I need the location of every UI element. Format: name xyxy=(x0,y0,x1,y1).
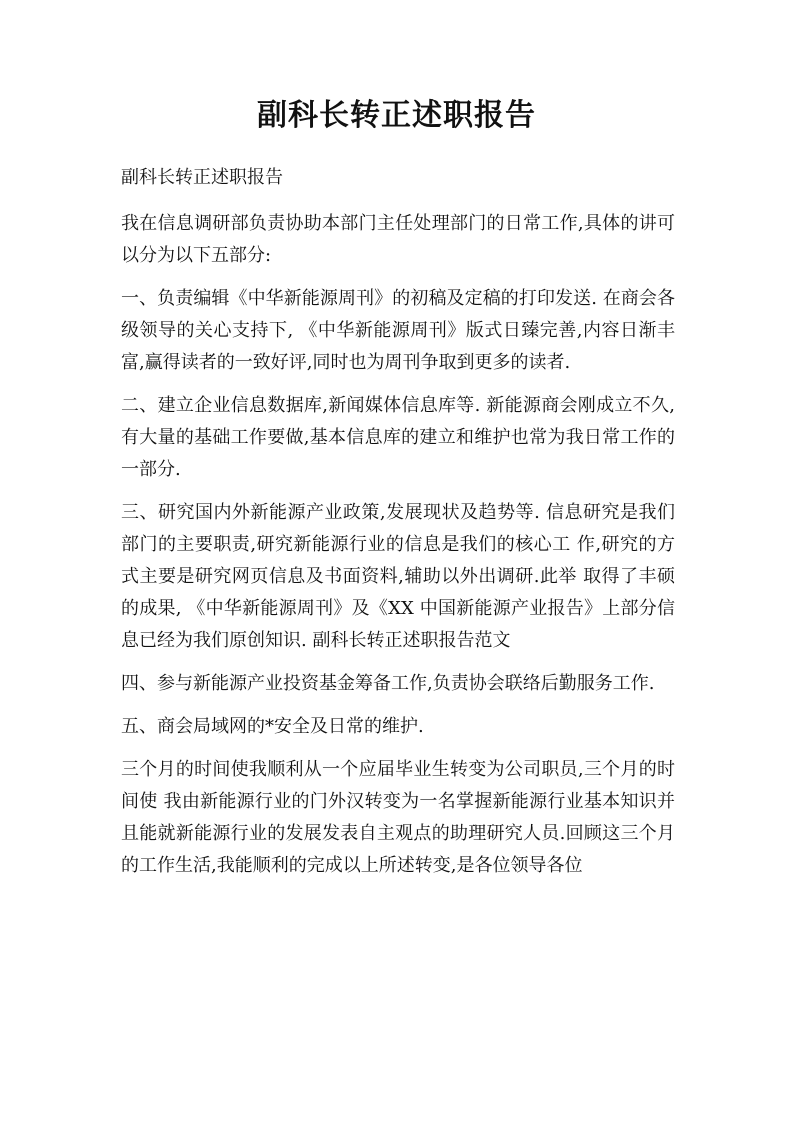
document-subtitle: 副科长转正述职报告 xyxy=(121,167,283,188)
paragraph-item-2: 二、建立企业信息数据库,新闻媒体信息库等. 新能源商会刚成立不久,有大量的基础工作要做,基本信息库的建立和维护也常为我日常工作的一部分. xyxy=(121,395,675,480)
paragraph-item-5: 五、商会局域网的*安全及日常的维护. xyxy=(121,716,424,737)
paragraph-item-4: 四、参与新能源产业投资基金筹备工作,负责协会联络后勤服务工作. xyxy=(121,673,655,694)
paragraph-summary: 三个月的时间使我顺利从一个应届毕业生转变为公司职员,三个月的时间使 我由新能源行业的门外汉转变为一名掌握新能源行业基本知识并且能就新能源行业的发展发表自主观点的助理研究人员.回顾这三个月的工作生活,我能顺利的完成以上所述转变,是各位领导各位 xyxy=(121,759,675,876)
paragraph-item-3: 三、研究国内外新能源产业政策,发展现状及趋势等. 信息研究是我们部门的主要职责,研究新能源行业的信息是我们的核心工 作,研究的方式主要是研究网页信息及书面资料,辅助以外出调研.此举 取得了丰硕的成果, 《中华新能源周刊》及《XX 中国新能源产业报告》上部分信息已经为我们原创知识. 副科长转正述职报告范文 xyxy=(121,502,675,651)
document-title: 副科长转正述职报告 xyxy=(257,98,536,133)
paragraph-item-1: 一、负责编辑《中华新能源周刊》的初稿及定稿的打印发送. 在商会各级领导的关心支持下, 《中华新能源周刊》版式日臻完善,内容日渐丰富,赢得读者的一致好评,同时也为周刊争取到更多的读者. xyxy=(121,288,675,373)
document-body xyxy=(121,162,675,893)
paragraph-intro: 我在信息调研部负责协助本部门主任处理部门的日常工作,具体的讲可以分为以下五部分: xyxy=(121,213,675,266)
